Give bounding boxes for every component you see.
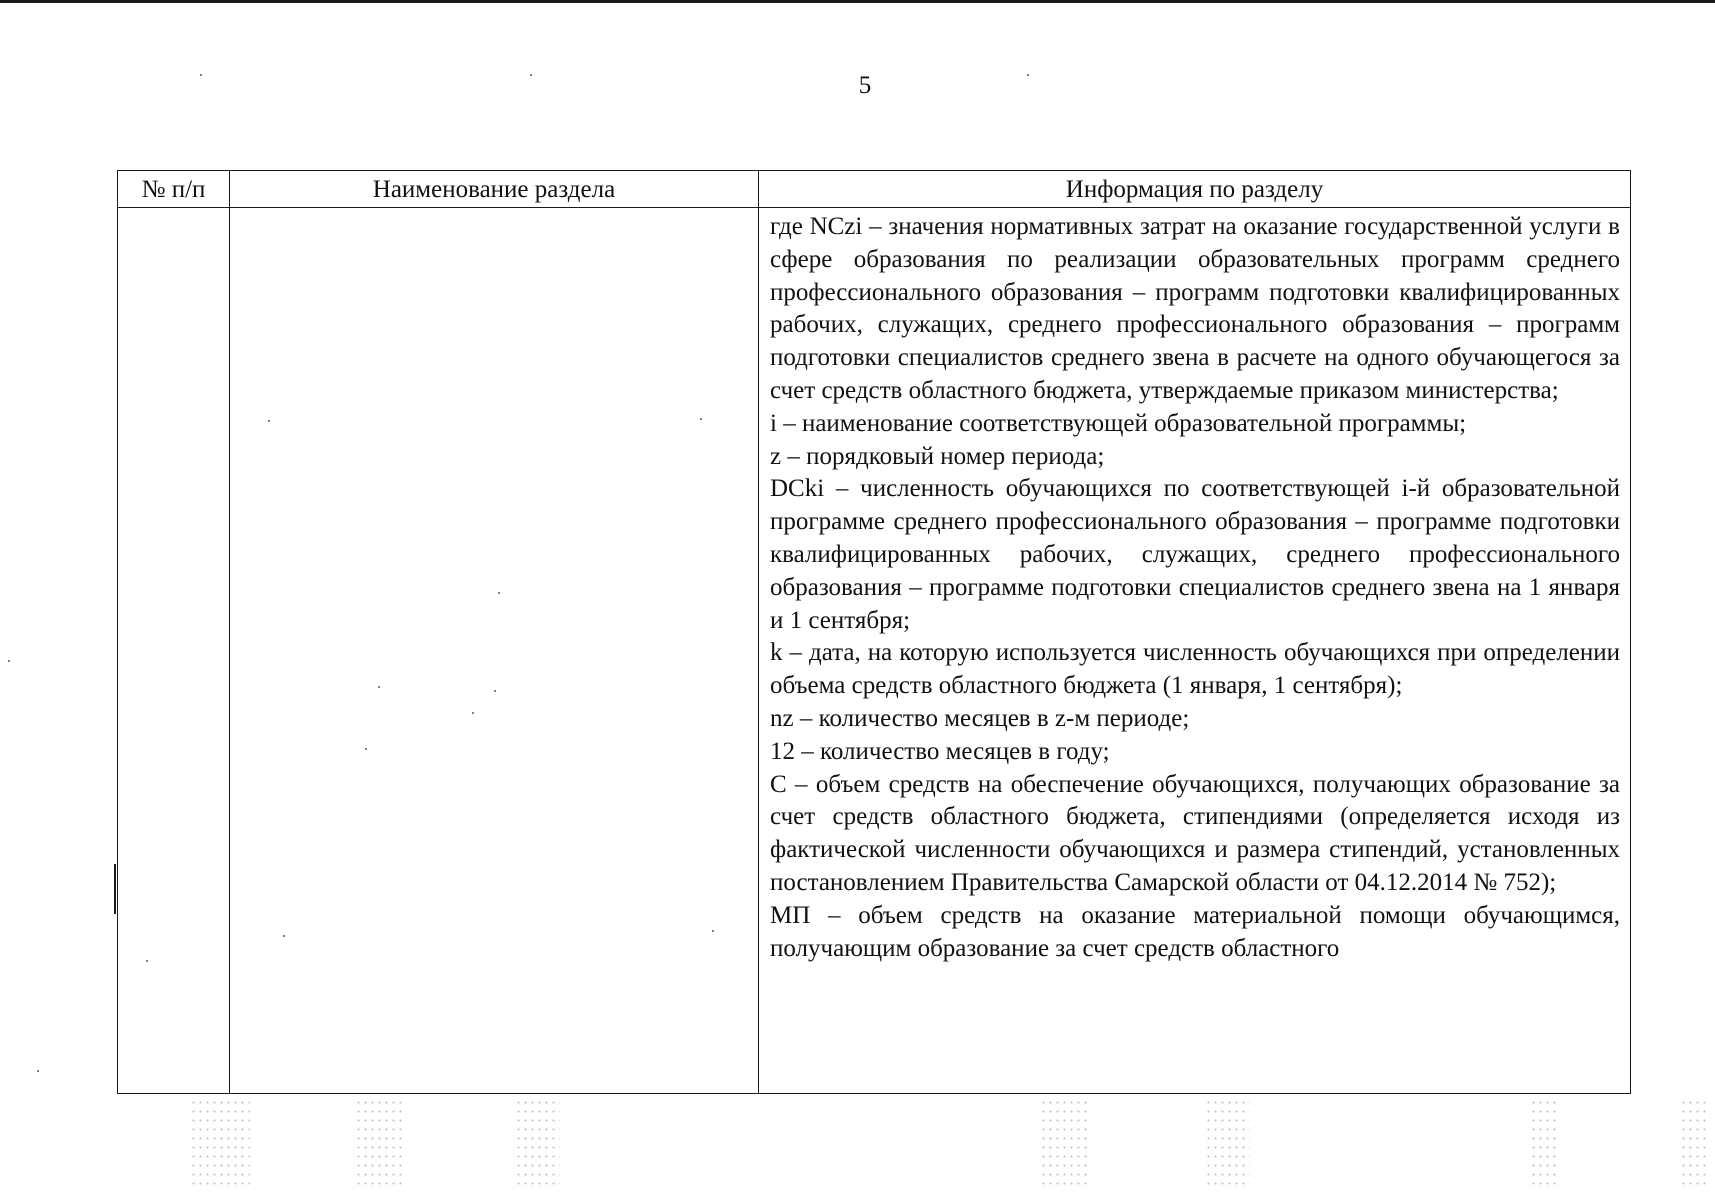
header-section-info: Информация по разделу bbox=[759, 171, 1631, 208]
table-row bbox=[118, 208, 1631, 1094]
scan-speck bbox=[1027, 74, 1029, 76]
scan-noise bbox=[1680, 1098, 1710, 1190]
row-number-cell bbox=[118, 208, 230, 1094]
paragraph-nz-definition: nz – количество месяцев в z-м периоде; bbox=[770, 704, 1190, 732]
section-table bbox=[117, 170, 1631, 1094]
scan-noise bbox=[355, 1098, 405, 1190]
scan-noise bbox=[515, 1098, 560, 1190]
scan-noise bbox=[1040, 1098, 1090, 1190]
paragraph-mp-definition: МП – объем средств на оказание материальной помощи обучающимся, получающим образование за счет средств областного bbox=[770, 901, 1620, 962]
page-number: 5 bbox=[858, 72, 872, 99]
paragraph-z-definition: z – порядковый номер периода; bbox=[770, 442, 1105, 470]
scan-margin-mark bbox=[114, 864, 116, 914]
paragraph-c-definition: С – объем средств на обеспечение обучающихся, получающих образование за счет средств областного бюджета, стипендиями (определяется исходя из фактической численности обучающихся и размера стипендий, установленных постановлением Правительства Самарской области от 04.12.2014 № 752); bbox=[770, 770, 1620, 896]
paragraph-ncz-definition: где NCzi – значения нормативных затрат на оказание государственной услуги в сфере образования по реализации образовательных программ среднего профессионального образования – программ подготовки квалифицированных рабочих, служащих, среднего профессионального образования – программ подготовки специалистов среднего звена в расчете на одного обучающегося за счет средств областного бюджета, утверждаемые приказом министерства; bbox=[770, 213, 1620, 404]
page-top-border bbox=[0, 0, 1715, 3]
scan-speck bbox=[530, 74, 532, 76]
scan-speck bbox=[283, 935, 285, 937]
scan-noise bbox=[1530, 1098, 1560, 1190]
paragraph-dck-definition: DCki – численность обучающихся по соответствующей i-й образовательной программе среднего профессионального образования – программе подготовки квалифицированных рабочих, служащих, среднего профессионального образования – программе подготовки специалистов среднего звена на 1 января и 1 сентября; bbox=[770, 475, 1620, 634]
scan-speck bbox=[472, 712, 474, 714]
header-number: № п/п bbox=[118, 171, 230, 208]
scan-speck bbox=[494, 690, 496, 692]
scan-speck bbox=[8, 660, 10, 662]
scan-speck bbox=[268, 420, 270, 422]
scan-noise bbox=[190, 1098, 250, 1190]
header-section-name: Наименование раздела bbox=[230, 171, 759, 208]
paragraph-12-definition: 12 – количество месяцев в году; bbox=[770, 737, 1110, 765]
scan-speck bbox=[498, 592, 500, 594]
scan-speck bbox=[200, 74, 202, 76]
scan-speck bbox=[146, 960, 148, 962]
scan-speck bbox=[365, 748, 367, 750]
scan-noise bbox=[1205, 1098, 1250, 1190]
row-section-info-cell bbox=[759, 208, 1631, 1094]
table-header-row bbox=[118, 171, 1631, 208]
scan-speck bbox=[712, 930, 714, 932]
row-section-name-cell bbox=[230, 208, 759, 1094]
scan-speck bbox=[378, 686, 380, 688]
paragraph-i-definition: i – наименование соответствующей образовательной программы; bbox=[770, 409, 1467, 437]
scan-speck bbox=[700, 418, 702, 420]
paragraph-k-definition: k – дата, на которую используется численность обучающихся при определении объема средств областного бюджета (1 января, 1 сентября); bbox=[770, 639, 1620, 700]
scan-speck bbox=[37, 1070, 39, 1072]
